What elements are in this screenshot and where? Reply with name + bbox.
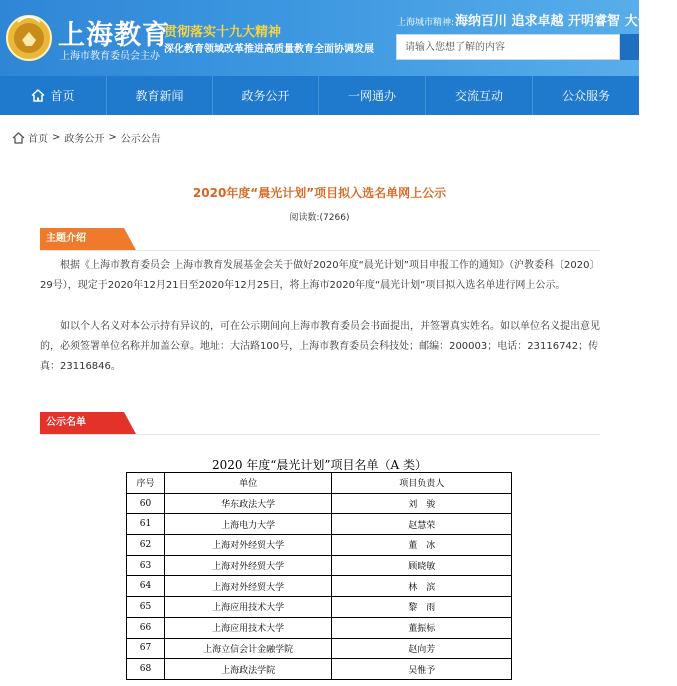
table-row xyxy=(127,576,512,597)
cell-institution: 上海政法学院 xyxy=(164,659,332,680)
table-row xyxy=(127,493,512,514)
header-cell-institution: 单位 xyxy=(164,473,332,494)
header-cell-leader: 项目负责人 xyxy=(332,473,512,494)
table-row xyxy=(127,555,512,576)
table-row xyxy=(127,659,512,680)
slogan-line-1: 贯彻落实十九大精神 xyxy=(164,25,282,40)
read-count: 阅读数:(7266) xyxy=(289,213,350,223)
emblem-icon[interactable] xyxy=(4,10,54,62)
nav-label: 一网通办 xyxy=(347,89,396,103)
cell-institution: 上海对外经贸大学 xyxy=(164,555,332,576)
city-spirit-text: 海纳百川 追求卓越 开明睿智 大气谦和 xyxy=(455,14,677,29)
cell-leader: 黎 雨 xyxy=(332,597,512,618)
table-row xyxy=(127,535,512,556)
table-row xyxy=(127,514,512,535)
article-paragraph-2: 如以个人名义对本公示持有异议的，可在公示期间向上海市教育委员会书面提出，并签署真实姓名。如以单位名义提出意见的，必须签署单位名称并加盖公章。地址：大沽路100号，上海市教育委员会科技处；邮编：200003；电话：23116742；传真：23116846。 xyxy=(40,321,600,372)
nav-label: 公众服务 xyxy=(561,89,610,103)
nav-item-home[interactable] xyxy=(0,76,107,115)
nav-label: 教育新闻 xyxy=(135,89,184,103)
section-tab-label: 公示名单 xyxy=(46,417,86,428)
article-paragraph-1: 根据《上海市教育委员会 上海市教育发展基金会关于做好2020年度“晨光计划”项目申报工作的通知》（沪教委科〔2020〕29号），现定于2020年12月21日至2020年12月25日，将上海市2020年度“晨光计划”项目拟入选名单进行网上公示。 xyxy=(40,260,600,291)
section-tab-introduction xyxy=(40,228,86,250)
article-title: 2020年度“晨光计划”项目拟入选名单网上公示 xyxy=(192,186,447,200)
table-row xyxy=(127,638,512,659)
cell-leader: 董振标 xyxy=(332,617,512,638)
table-row xyxy=(127,597,512,618)
slogan-line-2: 深化教育领域改革推进高质量教育全面协调发展 xyxy=(164,44,374,55)
project-list-table xyxy=(126,472,512,680)
cell-leader: 吴惟予 xyxy=(332,659,512,680)
cell-leader: 赵向芳 xyxy=(332,638,512,659)
table-title: 2020 年度“晨光计划”项目名单（A 类） xyxy=(211,458,428,472)
cell-institution: 上海应用技术大学 xyxy=(164,617,332,638)
nav-item-government-affairs[interactable] xyxy=(213,76,319,115)
nav-label: 首页 xyxy=(50,89,75,103)
cell-number: 63 xyxy=(127,555,165,576)
nav-item-one-stop-service[interactable] xyxy=(319,76,426,115)
cell-institution: 上海立信会计金融学院 xyxy=(164,638,332,659)
breadcrumb-link-home[interactable]: 首页 xyxy=(28,134,48,145)
nav-item-public-service[interactable] xyxy=(533,76,639,115)
cell-number: 66 xyxy=(127,617,165,638)
cell-institution: 上海应用技术大学 xyxy=(164,597,332,618)
cell-number: 64 xyxy=(127,576,165,597)
section-tab-label: 主题介绍 xyxy=(46,233,86,244)
section-divider xyxy=(40,250,600,251)
home-icon xyxy=(31,89,45,102)
nav-item-education-news[interactable] xyxy=(107,76,213,115)
nav-label: 交流互动 xyxy=(454,89,503,103)
cell-institution: 华东政法大学 xyxy=(164,493,332,514)
cell-leader: 林 滨 xyxy=(332,576,512,597)
cell-number: 61 xyxy=(127,514,165,535)
header-cell-number: 序号 xyxy=(127,473,165,494)
cell-number: 68 xyxy=(127,659,165,680)
section-divider xyxy=(40,434,600,435)
table-row xyxy=(127,617,512,638)
table-header-row xyxy=(127,473,512,494)
cell-leader: 赵慧荣 xyxy=(332,514,512,535)
cell-number: 65 xyxy=(127,597,165,618)
cell-institution: 上海对外经贸大学 xyxy=(164,576,332,597)
site-header xyxy=(0,0,677,76)
cell-institution: 上海对外经贸大学 xyxy=(164,535,332,556)
search-button[interactable] xyxy=(620,34,639,60)
cell-leader: 刘 骏 xyxy=(332,493,512,514)
cell-number: 60 xyxy=(127,493,165,514)
breadcrumb-separator: > xyxy=(52,132,61,143)
main-nav xyxy=(0,76,639,115)
cell-leader: 董 冰 xyxy=(332,535,512,556)
section-tab-list xyxy=(40,412,86,434)
cell-number: 67 xyxy=(127,638,165,659)
cell-number: 62 xyxy=(127,535,165,556)
breadcrumb xyxy=(12,130,161,145)
site-logo-subtitle: 上海市教育委员会主办 xyxy=(60,51,160,62)
nav-label: 政务公开 xyxy=(241,89,290,103)
cell-institution: 上海电力大学 xyxy=(164,514,332,535)
site-logo-title[interactable]: 上海教育 xyxy=(58,20,170,51)
search-box xyxy=(396,34,620,60)
breadcrumb-link-government-affairs[interactable]: 政务公开 xyxy=(64,134,105,145)
breadcrumb-link-notices[interactable]: 公示公告 xyxy=(120,134,161,145)
breadcrumb-separator: > xyxy=(108,132,117,143)
cell-leader: 顾晓敏 xyxy=(332,555,512,576)
city-spirit-label: 上海城市精神: xyxy=(397,18,455,28)
nav-item-interaction[interactable] xyxy=(426,76,533,115)
house-icon xyxy=(12,132,25,144)
search-input[interactable] xyxy=(397,36,619,60)
